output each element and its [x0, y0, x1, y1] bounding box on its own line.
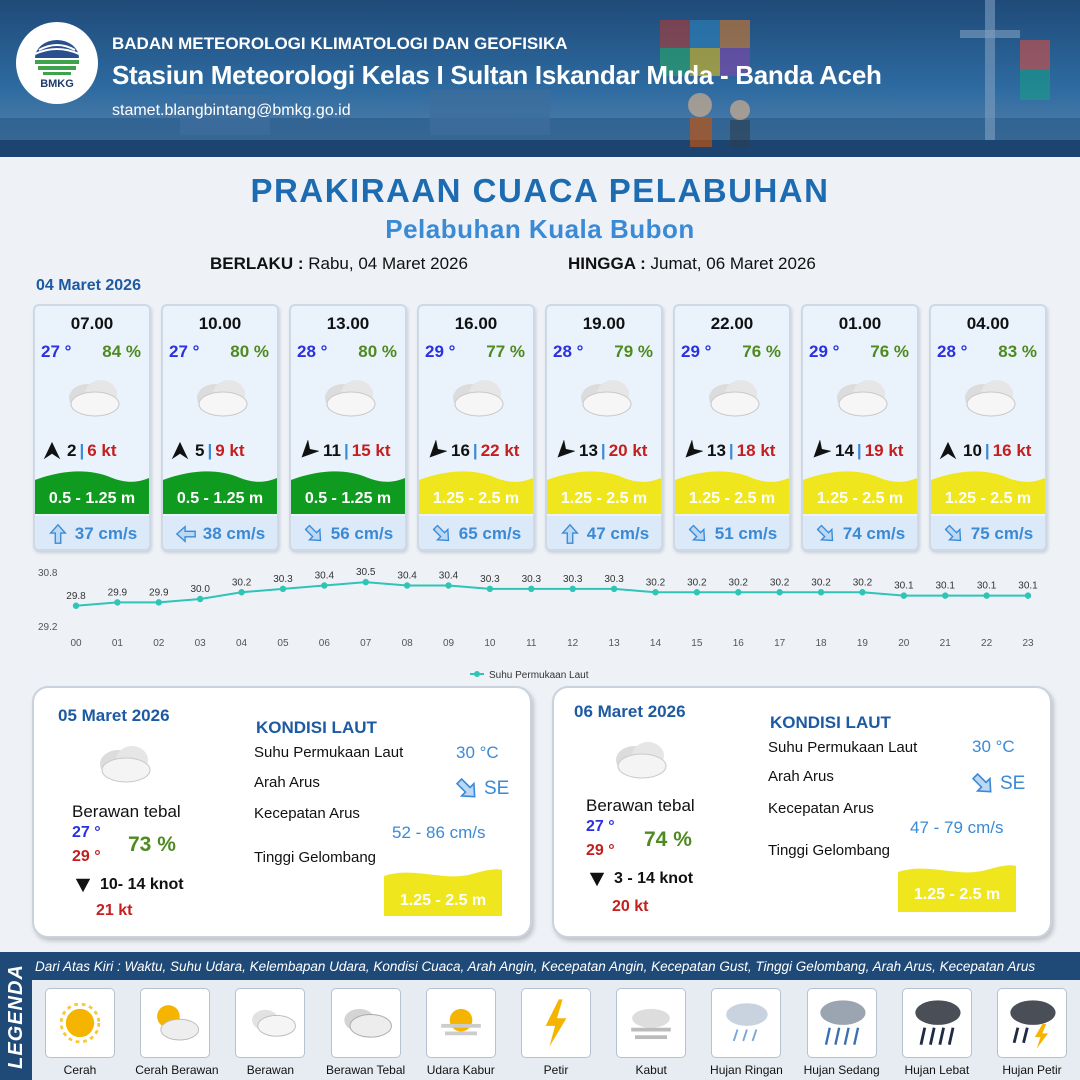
x-tick-label: 05 [277, 638, 289, 649]
x-tick-label: 07 [360, 638, 372, 649]
x-tick-label: 06 [318, 638, 330, 649]
email-link[interactable]: stamet.blangbintang@bmkg.go.id [112, 102, 351, 119]
forecast-wave-height: 1.25 - 2.5 m [816, 490, 904, 507]
data-label: 29.8 [66, 590, 86, 602]
legend-series-name: Suhu Permukaan Laut [489, 670, 589, 681]
forecast-time: 19.00 [582, 314, 626, 333]
forecast-card [33, 304, 151, 551]
day2-current-speed-label: Kecepatan Arus [254, 805, 360, 822]
legend-side-label [0, 952, 32, 1080]
current-arrow-icon [47, 523, 69, 545]
data-point [818, 589, 824, 595]
x-tick-label: 21 [939, 638, 951, 649]
legend-description: Dari Atas Kiri : Waktu, Suhu Udara, Kelembapan Udara, Kondisi Cuaca, Arah Angin, Kecepatan Angin, Kecepatan Gust, Tinggi Gelombang, Arah Arus, Kecepatan Arus [35, 959, 1036, 974]
separator: | [472, 441, 478, 460]
x-tick-label: 11 [526, 638, 537, 649]
forecast-current [35, 516, 149, 551]
legend-icon-box [521, 988, 591, 1058]
forecast-wind [681, 440, 789, 462]
cloud-icon [237, 990, 303, 1056]
forecast-current [675, 516, 789, 551]
separator: | [856, 441, 862, 460]
day3-wind [588, 870, 693, 888]
forecast-current-speed: 56 cm/s [330, 523, 394, 543]
legend-item [992, 988, 1072, 1077]
data-label: 30.3 [273, 573, 293, 585]
forecast-humidity: 80 % [230, 342, 269, 361]
data-label: 30.1 [1018, 580, 1038, 592]
day2-temp-max: 29 ° [72, 848, 101, 865]
forecast-time: 13.00 [326, 314, 370, 333]
data-label: 30.2 [645, 577, 666, 589]
data-label: 29.9 [107, 587, 128, 599]
legend-icon-box [616, 988, 686, 1058]
data-point [321, 582, 327, 588]
valid-to [568, 254, 816, 274]
forecast-wave-height: 0.5 - 1.25 m [176, 490, 264, 507]
day1-date: 04 Maret 2026 [36, 277, 141, 294]
current-arrow-icon [454, 776, 480, 802]
legend-panel [32, 980, 1080, 1080]
thick-cloud-icon [701, 372, 765, 420]
day2-sst: 30 °C [456, 743, 499, 762]
x-tick-label: 03 [194, 638, 206, 649]
valid-from [210, 254, 468, 274]
day2-wave-label: Tinggi Gelombang [254, 849, 377, 866]
series-line [76, 582, 1028, 606]
forecast-wind-speed: 2 [67, 441, 77, 460]
day2-humidity: 73 % [128, 833, 176, 856]
forecast-current-speed: 47 cm/s [586, 523, 650, 543]
data-label: 30.4 [438, 570, 459, 582]
logo-text: BMKG [40, 78, 74, 90]
wind-arrow-icon [41, 440, 63, 462]
sun-icon [47, 990, 113, 1056]
data-point [694, 589, 700, 595]
day3-current-speed-label: Kecepatan Arus [768, 800, 874, 817]
forecast-current-speed: 37 cm/s [74, 523, 138, 543]
x-tick-label: 09 [442, 638, 455, 649]
legend-title: LEGENDA [4, 963, 27, 1069]
legend-icon-box [45, 988, 115, 1058]
data-label: 30.1 [935, 580, 955, 592]
x-tick-label: 04 [236, 638, 248, 649]
forecast-time: 16.00 [454, 314, 498, 333]
x-tick-label: 22 [981, 638, 993, 649]
data-point [652, 589, 658, 595]
day3-current-speed: 47 - 79 cm/s [910, 818, 1004, 837]
lightning-icon [523, 990, 589, 1056]
forecast-wind [553, 440, 661, 462]
forecast-gust: 6 kt [87, 441, 117, 460]
legend-icon-box [331, 988, 401, 1058]
forecast-wind [937, 440, 1045, 462]
day2-condition: Berawan tebal [72, 802, 181, 821]
legend-label: Petir [543, 1063, 569, 1077]
data-label: 30.3 [521, 573, 542, 585]
day3-humidity: 74 % [644, 828, 692, 851]
forecast-current [547, 516, 661, 551]
thick-cloud-icon [829, 372, 893, 420]
data-label: 30.2 [231, 577, 252, 589]
legend-label: Udara Kabur [426, 1063, 495, 1077]
data-point [197, 596, 203, 602]
forecast-wind-speed: 10 [963, 441, 982, 460]
legend-icon-box [235, 988, 305, 1058]
day3-wave-label: Tinggi Gelombang [768, 842, 891, 859]
x-tick-label: 16 [732, 638, 744, 649]
separator: | [984, 441, 990, 460]
data-label: 30.2 [811, 577, 831, 589]
data-label: 30.4 [397, 570, 417, 582]
forecast-wind [41, 440, 149, 462]
legend-label: Kabut [635, 1063, 667, 1077]
current-arrow-icon [970, 771, 996, 797]
day2-sst-label: Suhu Permukaan Laut [254, 744, 404, 761]
x-tick-label: 01 [111, 638, 123, 649]
forecast-humidity: 80 % [358, 342, 397, 361]
current-arrow-icon [303, 523, 325, 545]
forecast-wind [169, 440, 277, 462]
thick-cloud-icon [957, 372, 1021, 420]
x-tick-label: 20 [898, 638, 910, 649]
x-tick-label: 13 [608, 638, 620, 649]
forecast-gust: 15 kt [351, 441, 391, 460]
data-label: 30.1 [976, 580, 997, 592]
forecast-temp: 27 ° [41, 342, 72, 361]
forecast-wind [425, 440, 533, 462]
data-point [280, 586, 286, 592]
data-label: 30.2 [852, 577, 873, 589]
forecast-temp: 29 ° [809, 342, 840, 361]
page-title: PRAKIRAAN CUACA PELABUHAN [250, 172, 830, 209]
thick-cloud-icon [61, 372, 125, 420]
forecast-humidity: 77 % [486, 342, 525, 361]
day3-sst-label: Suhu Permukaan Laut [768, 739, 918, 756]
forecast-current-speed: 74 cm/s [842, 523, 906, 543]
x-tick-label: 12 [567, 638, 579, 649]
legend-item [611, 988, 691, 1077]
forecast-wind-speed: 13 [707, 441, 726, 460]
separator: | [343, 441, 349, 460]
day3-current-dir [970, 771, 1025, 797]
x-tick-label: 14 [649, 638, 662, 649]
wind-arrow-icon [169, 440, 191, 462]
separator: | [728, 441, 734, 460]
day2-wind-value: 10- 14 knot [100, 876, 184, 893]
sst-chart [30, 560, 1060, 685]
thick-cloud-icon [573, 372, 637, 420]
legend-icon-box [711, 988, 781, 1058]
forecast-time: 10.00 [198, 314, 242, 333]
legend-item [135, 988, 219, 1077]
x-tick-label: 23 [1022, 638, 1034, 649]
forecast-wind-speed: 16 [451, 441, 470, 460]
data-point [1025, 592, 1031, 598]
current-arrow-icon [431, 523, 453, 545]
forecast-temp: 29 ° [681, 342, 712, 361]
data-point [487, 586, 493, 592]
light-rain-icon [713, 990, 779, 1056]
day3-date: 06 Maret 2026 [574, 702, 686, 721]
legend-label: Cerah Berawan [135, 1063, 219, 1077]
forecast-card [929, 304, 1047, 551]
day3-temp-max: 29 ° [586, 842, 615, 859]
forecast-card [161, 304, 279, 551]
valid-from-value: Rabu, 04 Maret 2026 [308, 254, 468, 273]
thick-cloud-icon [189, 372, 253, 420]
legend-marker [474, 671, 480, 677]
data-point [114, 599, 120, 605]
forecast-wind-speed: 11 [323, 441, 341, 460]
bmkg-logo-icon [29, 36, 85, 76]
forecast-current-speed: 75 cm/s [970, 523, 1034, 543]
legend-icon-box [997, 988, 1067, 1058]
data-point [611, 586, 617, 592]
forecast-card [673, 304, 791, 551]
forecast-gust: 20 kt [608, 441, 648, 460]
forecast-wave-height: 0.5 - 1.25 m [48, 490, 136, 507]
data-point [238, 589, 244, 595]
forecast-current [931, 516, 1045, 551]
x-tick-label: 00 [70, 638, 82, 649]
separator: | [207, 441, 213, 460]
x-tick-label: 15 [691, 638, 703, 649]
wind-arrow-icon [937, 440, 959, 462]
forecast-time: 22.00 [710, 314, 754, 333]
forecast-wave-height: 1.25 - 2.5 m [560, 490, 648, 507]
day2-dir-value: SE [484, 778, 510, 799]
data-point [363, 579, 369, 585]
legend-label: Hujan Lebat [904, 1063, 970, 1077]
valid-from-label: BERLAKU : [210, 254, 304, 273]
haze-icon [428, 990, 494, 1056]
page-subtitle: Pelabuhan Kuala Bubon [385, 214, 695, 244]
forecast-wave-height: 1.25 - 2.5 m [432, 490, 520, 507]
current-arrow-icon [687, 523, 709, 545]
legend-label: Berawan [246, 1063, 295, 1077]
day3-sea-title: KONDISI LAUT [770, 713, 891, 732]
data-point [528, 586, 534, 592]
thick-cloud-icon [317, 372, 381, 420]
wind-arrow-icon [681, 440, 703, 462]
forecast-gust: 22 kt [480, 441, 520, 460]
wind-arrow-icon [809, 440, 831, 462]
legend-item [40, 988, 120, 1077]
day3-current-dir-label: Arah Arus [768, 768, 834, 785]
forecast-temp: 27 ° [169, 342, 200, 361]
data-label: 30.3 [562, 573, 583, 585]
thick-cloud-icon [333, 990, 399, 1056]
day3-gust: 20 kt [612, 898, 649, 915]
legend-item [230, 988, 310, 1077]
data-point [404, 582, 410, 588]
current-arrow-icon [815, 523, 837, 545]
forecast-gust: 18 kt [736, 441, 776, 460]
wind-arrow-icon [588, 870, 606, 888]
forecast-gust: 9 kt [215, 441, 245, 460]
data-point [942, 592, 948, 598]
data-point [983, 592, 989, 598]
station-name: Stasiun Meteorologi Kelas I Sultan Iskandar Muda - Banda Aceh [112, 60, 882, 90]
forecast-wind-speed: 13 [579, 441, 598, 460]
day2-wind [74, 876, 184, 894]
legend-icon-box [807, 988, 877, 1058]
data-label: 30.2 [728, 577, 748, 589]
current-arrow-icon [175, 523, 197, 545]
forecast-current-speed: 38 cm/s [202, 523, 266, 543]
data-point [73, 603, 79, 609]
data-label: 29.9 [149, 587, 169, 599]
legend-label: Hujan Ringan [710, 1063, 783, 1077]
separator: | [600, 441, 606, 460]
forecast-humidity: 76 % [870, 342, 909, 361]
legend-item [326, 988, 406, 1077]
forecast-wind-speed: 5 [195, 441, 205, 460]
current-arrow-icon [943, 523, 965, 545]
valid-to-value: Jumat, 06 Maret 2026 [650, 254, 816, 273]
wind-arrow-icon [425, 440, 447, 462]
forecast-wind [297, 440, 405, 462]
data-label: 30.2 [769, 577, 790, 589]
data-point [901, 592, 907, 598]
forecast-card [801, 304, 919, 551]
forecast-wave-height: 1.25 - 2.5 m [944, 490, 1032, 507]
forecast-current-speed: 51 cm/s [714, 523, 778, 543]
data-label: 30.2 [687, 577, 707, 589]
data-point [569, 586, 575, 592]
day3-dir-value: SE [1000, 773, 1026, 794]
moderate-rain-icon [809, 990, 875, 1056]
separator: | [79, 441, 85, 460]
forecast-gust: 16 kt [992, 441, 1032, 460]
thick-cloud-icon [445, 372, 509, 420]
forecast-wind-speed: 14 [835, 441, 854, 460]
legend-item [802, 988, 882, 1077]
forecast-humidity: 79 % [614, 342, 653, 361]
day2-sea-title: KONDISI LAUT [256, 718, 377, 737]
data-point [445, 582, 451, 588]
legend-icon-box [426, 988, 496, 1058]
header-banner [0, 0, 1080, 157]
forecast-current-speed: 65 cm/s [458, 523, 522, 543]
legend-icon-box [140, 988, 210, 1058]
forecast-current [419, 516, 533, 551]
legend-label: Cerah [63, 1063, 97, 1077]
forecast-humidity: 84 % [102, 342, 141, 361]
wind-arrow-icon [74, 876, 92, 894]
sun-cloud-icon [142, 990, 208, 1056]
data-label: 30.0 [190, 584, 210, 595]
current-arrow-icon [559, 523, 581, 545]
wind-arrow-icon [297, 440, 319, 462]
forecast-card [417, 304, 535, 551]
heavy-rain-icon [904, 990, 970, 1056]
data-label: 30.3 [604, 573, 624, 585]
day3-temp-min: 27 ° [586, 818, 615, 835]
day3-panel [552, 686, 1052, 938]
day2-gust: 21 kt [96, 902, 133, 919]
legend-item [706, 988, 786, 1077]
x-tick-label: 18 [815, 638, 827, 649]
day2-current-dir-label: Arah Arus [254, 774, 320, 791]
day2-current-speed: 52 - 86 cm/s [392, 823, 486, 842]
day3-sst: 30 °C [972, 737, 1015, 756]
forecast-temp: 28 ° [297, 342, 328, 361]
day3-wave-height: 1.25 - 2.5 m [913, 886, 1001, 903]
day2-date: 05 Maret 2026 [58, 706, 170, 725]
forecast-current [803, 516, 917, 551]
data-label: 30.3 [480, 573, 500, 585]
day2-current-dir [454, 776, 509, 802]
x-tick-label: 10 [484, 638, 496, 649]
forecast-time: 01.00 [838, 314, 882, 333]
legend-label: Hujan Sedang [803, 1063, 880, 1077]
forecast-card [289, 304, 407, 551]
forecast-humidity: 76 % [742, 342, 781, 361]
data-label: 30.4 [314, 570, 335, 582]
legend-item [516, 988, 596, 1077]
data-label: 30.1 [894, 580, 914, 592]
day3-condition: Berawan tebal [586, 796, 695, 815]
valid-to-label: HINGGA : [568, 254, 646, 273]
legend [0, 952, 1080, 1080]
data-point [735, 589, 741, 595]
forecast-temp: 28 ° [937, 342, 968, 361]
day2-temp-min: 27 ° [72, 824, 101, 841]
x-tick-label: 17 [774, 638, 786, 649]
forecast-current [291, 516, 405, 551]
bmkg-logo [16, 22, 98, 104]
forecast-temp: 29 ° [425, 342, 456, 361]
x-tick-label: 08 [401, 638, 413, 649]
forecast-time: 04.00 [966, 314, 1010, 333]
x-tick-label: 19 [856, 638, 868, 649]
forecast-wave-height: 0.5 - 1.25 m [304, 490, 392, 507]
y-tick-label: 29.2 [38, 622, 58, 633]
thick-cloud-icon [608, 734, 672, 782]
forecast-temp: 28 ° [553, 342, 584, 361]
day2-wave-height: 1.25 - 2.5 m [399, 892, 487, 909]
data-point [859, 589, 865, 595]
legend-label: Berawan Tebal [326, 1063, 406, 1077]
wind-arrow-icon [553, 440, 575, 462]
forecast-time: 07.00 [70, 314, 114, 333]
thunderstorm-icon [999, 990, 1065, 1056]
day2-panel [32, 686, 532, 938]
legend-item [421, 988, 501, 1077]
fog-icon [618, 990, 684, 1056]
data-point [156, 599, 162, 605]
forecast-gust: 19 kt [864, 441, 904, 460]
forecast-card [545, 304, 663, 551]
x-tick-label: 02 [153, 638, 165, 649]
y-tick-label: 30.8 [38, 568, 58, 579]
legend-label: Hujan Petir [1002, 1063, 1062, 1077]
org-name: BADAN METEOROLOGI KLIMATOLOGI DAN GEOFISIKA [112, 34, 568, 53]
forecast-wind [809, 440, 917, 462]
data-label: 30.5 [356, 567, 376, 579]
data-point [776, 589, 782, 595]
forecast-humidity: 83 % [998, 342, 1037, 361]
forecast-wave-height: 1.25 - 2.5 m [688, 490, 776, 507]
thick-cloud-icon [92, 738, 156, 786]
legend-icon-box [902, 988, 972, 1058]
legend-item [897, 988, 977, 1077]
forecast-current [163, 516, 277, 551]
day3-wind-value: 3 - 14 knot [614, 870, 694, 887]
